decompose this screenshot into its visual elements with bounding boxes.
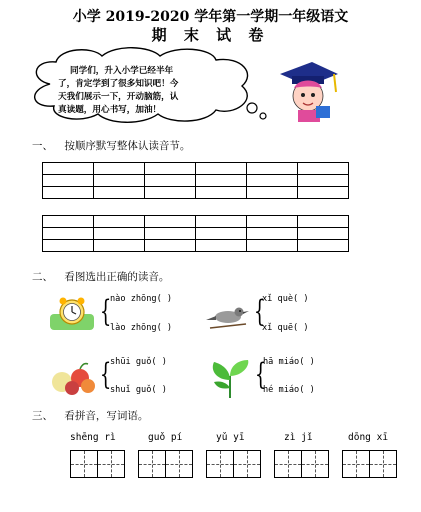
section-3-heading: 三、 看拼音，写词语。	[32, 410, 149, 422]
writing-box[interactable]	[206, 450, 234, 478]
encouragement-text: 同学们，升入小学已经半年 了，肯定学到了很多知识吧！今 天我们展示一下，开动脑筋，认 真读题，用心书写，加油！	[58, 66, 179, 115]
option-xique-2[interactable]: xǐ quē( )	[262, 323, 309, 333]
option-laozhong[interactable]: lào zhōng( )	[110, 323, 173, 333]
pinyin-grid-2	[42, 215, 349, 252]
fruit-icon	[50, 360, 96, 396]
writing-box[interactable]	[165, 450, 193, 478]
pinyin-dongxi: dōng xī	[348, 432, 389, 443]
clock-icon	[50, 296, 94, 330]
option-naozhong[interactable]: nào zhōng( )	[110, 294, 173, 304]
option-shuiguo-2[interactable]: shuǐ guǒ( )	[110, 385, 167, 395]
section-1-heading: 一、 按顺序默写整体认读音节。	[32, 140, 191, 152]
graduate-mascot-icon	[272, 58, 342, 122]
writing-box[interactable]	[274, 450, 302, 478]
option-hemiao-2[interactable]: hé miáo( )	[263, 385, 315, 395]
option-hemiao-1[interactable]: hā miáo( )	[263, 357, 315, 367]
option-shuiguo-1[interactable]: shūi guǒ( )	[110, 357, 167, 367]
writing-box[interactable]	[70, 450, 98, 478]
writing-box[interactable]	[138, 450, 166, 478]
option-xique-1[interactable]: xǐ què( )	[262, 294, 309, 304]
exam-subtitle: 期 末 试 卷	[151, 26, 270, 44]
pinyin-yuyi: yǔ yī	[216, 432, 245, 443]
writing-box[interactable]	[369, 450, 397, 478]
writing-box[interactable]	[233, 450, 261, 478]
bird-icon	[206, 302, 250, 332]
exam-title: 小学 2019-2020 学年第一学期一年级语文	[72, 9, 349, 25]
pinyin-grid-1	[42, 162, 349, 199]
section-2-heading: 二、 看图选出正确的读音。	[32, 271, 170, 283]
sprout-icon	[208, 358, 252, 398]
writing-box[interactable]	[301, 450, 329, 478]
pinyin-ziji: zì jǐ	[284, 432, 313, 443]
writing-box[interactable]	[342, 450, 370, 478]
pinyin-guopi: guǒ pí	[148, 432, 183, 443]
writing-box[interactable]	[97, 450, 125, 478]
pinyin-shengri: shēng rì	[70, 432, 116, 443]
